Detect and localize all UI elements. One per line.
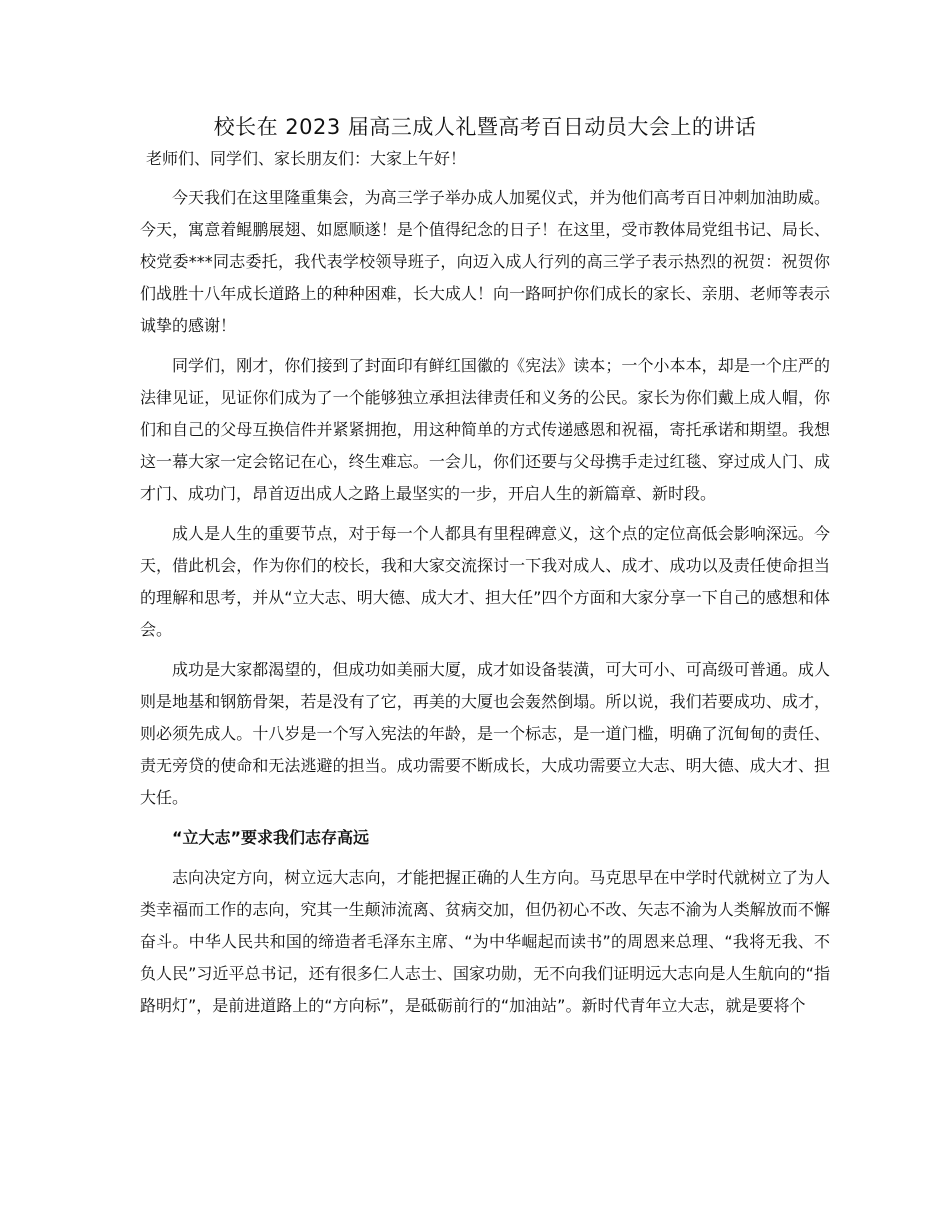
paragraph-5: 志向决定方向，树立远大志向，才能把握正确的人生方向。马克思早在中学时代就树立了为人类幸福而工作的志向，究其一生颠沛流离、贫病交加，但仍初心不改、矢志不渝为人类解放而不懈奋斗。中华人民共和国的缔造者毛泽东主席、“为中华崛起而读书”的周恩来总理、“我将无我、不负人民”习近平总书记，还有很多仁人志士、国家功勋，无不向我们证明远大志向是人生航向的“指路明灯”，是前进道路上的“方向标”，是砥砺前行的“加油站”。新时代青年立大志，就是要将个 [140, 868, 830, 1015]
paragraph-3: 成人是人生的重要节点，对于每一个人都具有里程碑意义，这个点的定位高低会影响深远。今天，借此机会，作为你们的校长，我和大家交流探讨一下我对成人、成才、成功以及责任使命担当的理解和思考，并从“立大志、明大德、成大才、担大任”四个方面和大家分享一下自己的感想和体会。 [140, 524, 830, 639]
paragraph-2: 同学们，刚才，你们接到了封面印有鲜红国徽的《宪法》读本；一个小本本，却是一个庄严的法律见证，见证你们成为了一个能够独立承担法律责任和义务的公民。家长为你们戴上成人帽，你们和自己的父母互换信件并紧紧拥抱，用这种简单的方式传递感恩和祝福，寄托承诺和期望。我想这一幕大家一定会铭记在心，终生难忘。一会儿，你们还要与父母携手走过红毯、穿过成人门、成才门、成功门，昂首迈出成人之路上最坚实的一步，开启人生的新篇章、新时段。 [140, 356, 830, 503]
section-subheading: “立大志”要求我们志存高远 [172, 828, 370, 847]
greeting-line: 老师们、同学们、家长朋友们：大家上午好！ [146, 149, 467, 168]
paragraph-1: 今天我们在这里隆重集会，为高三学子举办成人加冕仪式，并为他们高考百日冲刺加油助威。今天，寓意着鲲鹏展翅、如愿顺遂！是个值得纪念的日子！在这里，受市教体局党组书记、局长、校党委***同志委托，我代表学校领导班子，向迈入成人行列的高三学子表示热烈的祝贺：祝贺你们战胜十八年成长道路上的种种困难，长大成人！向一路呵护你们成长的家长、亲朋、老师等表示诚挚的感谢！ [140, 188, 830, 335]
document-title: 校长在 2023 届高三成人礼暨高考百日动员大会上的讲话 [213, 115, 757, 139]
document-page [140, 112, 830, 1030]
paragraph-4: 成功是大家都渴望的，但成功如美丽大厦，成才如设备装潢，可大可小、可高级可普通。成人则是地基和钢筋骨架，若是没有了它，再美的大厦也会轰然倒塌。所以说，我们若要成功、成才，则必须先成人。十八岁是一个写入宪法的年龄，是一个标志，是一道门槛，明确了沉甸甸的责任、责无旁贷的使命和无法逃避的担当。成功需要不断成长，大成功需要立大志、明大德、成大才、担大任。 [140, 660, 830, 807]
